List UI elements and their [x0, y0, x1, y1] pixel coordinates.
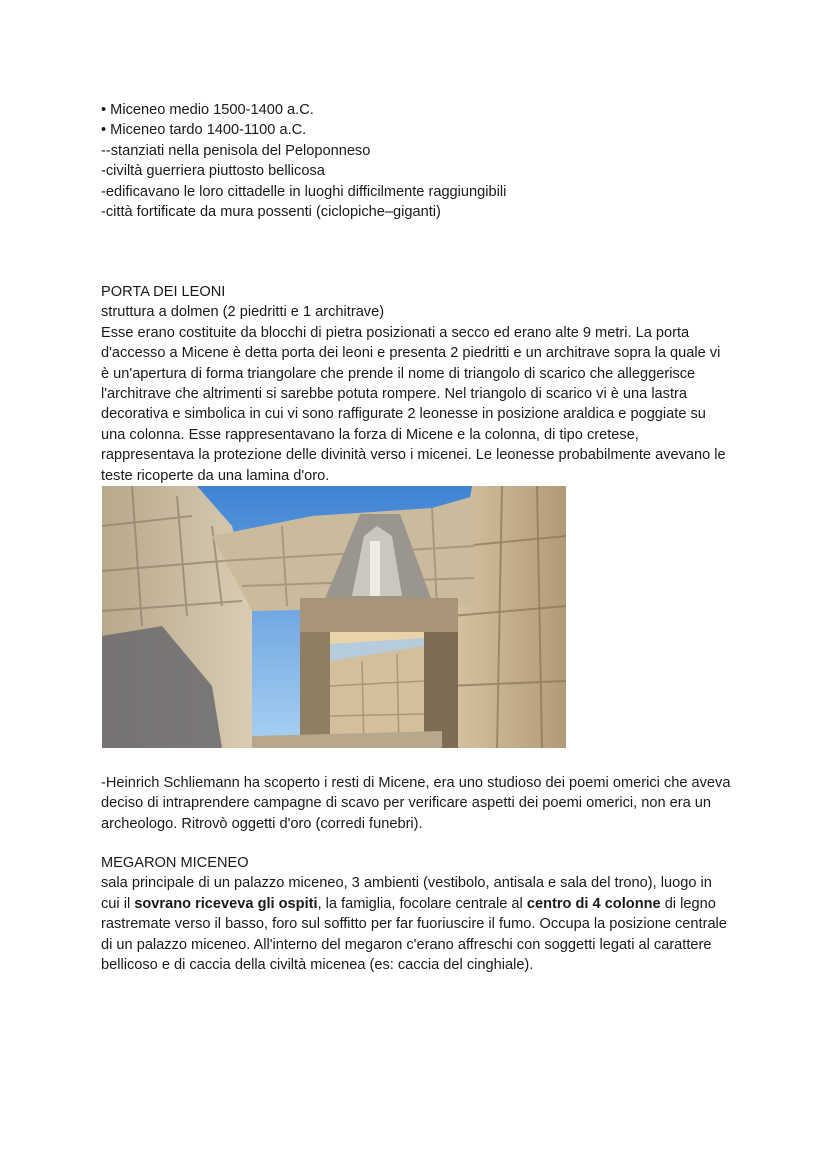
megaron-title: MEGARON MICENEO	[101, 855, 249, 871]
intro-line: -civiltà guerriera piuttosto bellicosa	[101, 163, 325, 180]
porta-section	[101, 282, 731, 486]
megaron-section	[101, 853, 731, 975]
porta-title: PORTA DEI LEONI	[101, 284, 226, 300]
megaron-text: di legno rastremate verso il basso, foro sul soffitto per far fuoriuscire il fumo. Occupa la posizione centrale di un palazzo miceneo. All'interno del megaron c'erano affreschi con soggetti legati al carattere bellicoso e di caccia della civiltà micenea (es: caccia del cinghiale).	[101, 895, 727, 974]
intro-line: • Miceneo medio 1500-1400 a.C.	[101, 102, 314, 118]
intro-line: -edificavano le loro cittadelle in luoghi difficilmente raggiungibili	[101, 183, 507, 200]
megaron-text: sala principale di un palazzo miceneo, 3 ambienti (vestibolo, antisala e sala del trono), luogo in cui il	[101, 875, 712, 912]
porta-subtitle: struttura a dolmen (2 piedritti e 1 architrave)	[101, 304, 385, 321]
intro-list	[101, 100, 727, 222]
megaron-bold-text: centro di 4 colonne	[526, 895, 661, 912]
megaron-text: , la famiglia, focolare centrale al	[317, 895, 527, 912]
intro-line: -città fortificate da mura possenti (ciclopiche–giganti)	[101, 204, 441, 221]
megaron-bold-text: sovrano riceveva gli ospiti	[134, 895, 318, 912]
megaron-body	[101, 873, 731, 975]
lion-gate-photo	[102, 486, 566, 748]
porta-body: Esse erano costituite da blocchi di pietra posizionati a secco ed erano alte 9 metri. La porta d'accesso a Micene è detta porta dei leoni e presenta 2 piedritti e un architrave sopra la quale vi è un'apertura di forma triangolare che prende il nome di triangolo di scarico che alleggerisce l'architrave che altrimenti si sarebbe potuta rompere. Nel triangolo di scarico vi è una lastra decorativa e simbolica in cui vi sono raffigurate 2 leonesse in posizione araldica e poggiate su una colonna. Esse rappresentavano la forza di Micene e la colonna, di tipo cretese, rappresentava la protezione delle divinità verso i micenei. Le leonesse probabilmente avevano le teste ricoperte da una lamina d'oro.	[101, 324, 726, 484]
intro-line: --stanziati nella penisola del Peloponneso	[101, 142, 371, 159]
schliemann-body: -Heinrich Schliemann ha scoperto i resti di Micene, era uno studioso dei poemi omerici che aveva deciso di intraprendere campagne di scavo per verificare aspetti dei poemi omerici, non era un archeologo. Ritrovò oggetti d'oro (corredi funebri).	[101, 775, 731, 832]
intro-line: • Miceneo tardo 1400-1100 a.C.	[101, 122, 307, 139]
schliemann-section	[101, 773, 731, 834]
